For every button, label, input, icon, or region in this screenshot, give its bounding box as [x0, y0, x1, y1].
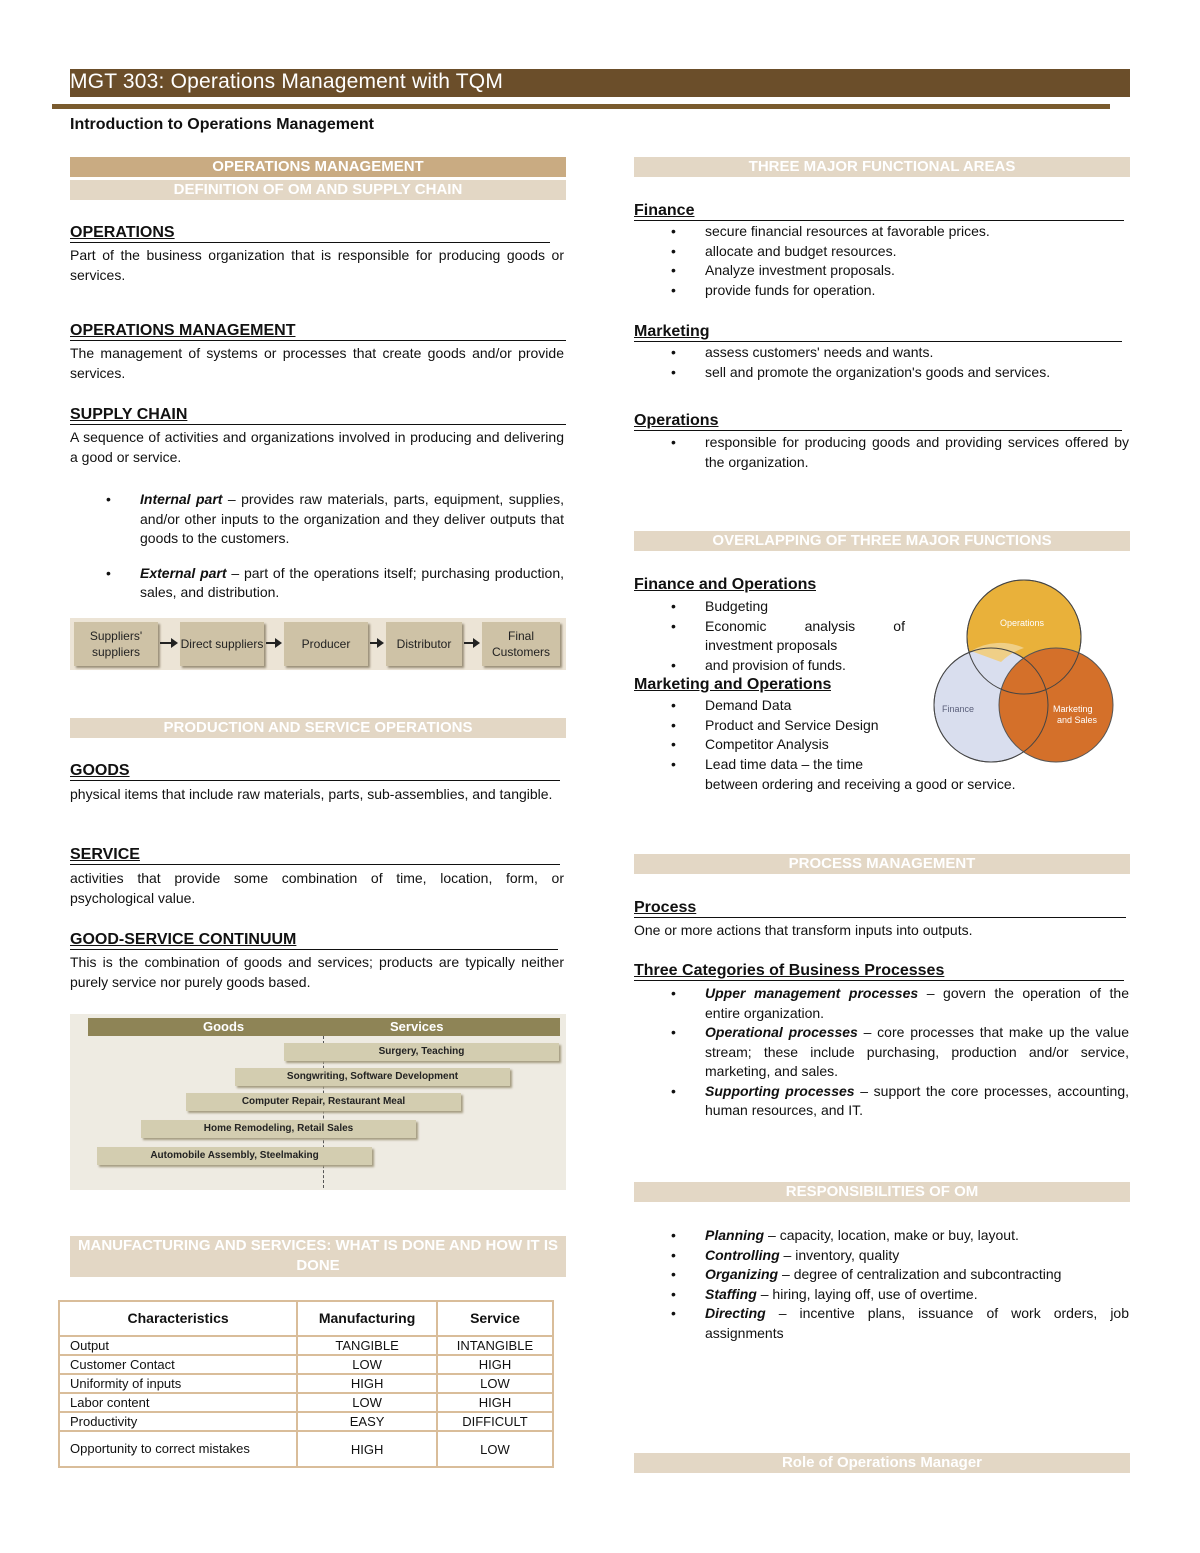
- marketing-list: [705, 343, 1129, 382]
- list-item: • External part – part of the operations itself; purchasing production, sales, and distribution.: [140, 564, 564, 603]
- operations-heading: OPERATIONS: [70, 224, 550, 243]
- om-heading: OPERATIONS MANAGEMENT: [70, 322, 566, 341]
- table-cell: LOW: [297, 1355, 437, 1374]
- band-manufacturing-services: MANUFACTURING AND SERVICES: WHAT IS DONE AND HOW IT IS DONE: [70, 1236, 566, 1277]
- responsibilities-list: [705, 1226, 1129, 1343]
- list-item: • Competitor Analysis: [705, 735, 903, 755]
- table-cell: HIGH: [437, 1393, 553, 1412]
- table-cell: Customer Contact: [59, 1355, 297, 1374]
- list-item: • Supporting processes – support the core processes, accounting, human resources, and IT.: [705, 1082, 1129, 1121]
- venn-marketing-label: Marketing and Sales: [1053, 704, 1098, 725]
- finance-list: [705, 222, 1129, 300]
- table-cell: EASY: [297, 1412, 437, 1431]
- finance-operations-list: [705, 597, 905, 675]
- table-cell: Output: [59, 1336, 297, 1355]
- continuum-bar: Songwriting, Software Development: [235, 1068, 510, 1086]
- supply-chain-definition: A sequence of activities and organizations involved in producing and delivering a good or service.: [70, 429, 564, 465]
- band-role-operations-manager: Role of Operations Manager: [634, 1453, 1130, 1473]
- continuum-header: [88, 1018, 560, 1036]
- list-item: • Internal part – provides raw materials, parts, equipment, supplies, and/or other inputs to the organization and they deliver outputs that goods to the customers.: [140, 490, 564, 549]
- list-item: • Staffing – hiring, laying off, use of overtime.: [705, 1285, 1129, 1305]
- table-row: [59, 1393, 553, 1412]
- list-item: • Planning – capacity, location, make or buy, layout.: [705, 1226, 1129, 1246]
- process-heading: Process: [634, 899, 1126, 918]
- table-header: Manufacturing: [297, 1301, 437, 1336]
- table-cell: LOW: [437, 1374, 553, 1393]
- table-cell: TANGIBLE: [297, 1336, 437, 1355]
- list-item: • Upper management processes – govern the operation of the entire organization.: [705, 984, 1129, 1023]
- table-row: [59, 1431, 553, 1467]
- manufacturing-vs-service-table: [58, 1300, 554, 1468]
- header-divider: [52, 104, 1110, 109]
- table-cell: LOW: [297, 1393, 437, 1412]
- supply-chain-diagram: [70, 618, 566, 670]
- service-definition: activities that provide some combination of time, location, form, or psychological value.: [70, 870, 564, 906]
- process-definition: One or more actions that transform inputs into outputs.: [634, 922, 973, 938]
- list-item: • Budgeting: [705, 597, 905, 617]
- marketing-heading: Marketing: [634, 323, 1122, 342]
- table-cell: Opportunity to correct mistakes: [59, 1431, 297, 1467]
- band-overlapping-functions: OVERLAPPING OF THREE MAJOR FUNCTIONS: [634, 531, 1130, 551]
- band-definition: DEFINITION OF OM AND SUPPLY CHAIN: [70, 180, 566, 200]
- table-cell: Labor content: [59, 1393, 297, 1412]
- band-responsibilities: RESPONSIBILITIES OF OM: [634, 1182, 1130, 1202]
- operations-function-heading: Operations: [634, 412, 1122, 431]
- list-item: • sell and promote the organization's goods and services.: [705, 363, 1129, 383]
- good-service-continuum-diagram: [70, 1014, 566, 1190]
- list-item: • allocate and budget resources.: [705, 242, 1129, 262]
- continuum-goods-label: Goods: [203, 1019, 245, 1034]
- list-item: • Lead time data – the time: [705, 755, 903, 775]
- table-cell: Uniformity of inputs: [59, 1374, 297, 1393]
- continuum-services-label: Services: [390, 1019, 444, 1034]
- document-title: MGT 303: Operations Management with TQM: [70, 70, 504, 93]
- table-cell: HIGH: [437, 1355, 553, 1374]
- venn-operations-label: Operations: [1000, 618, 1045, 628]
- operations-definition: Part of the business organization that is responsible for producing goods or services.: [70, 247, 564, 283]
- categories-list: [705, 984, 1129, 1121]
- continuum-bar: Automobile Assembly, Steelmaking: [97, 1147, 372, 1165]
- list-item: • responsible for producing goods and providing services offered by the organization.: [705, 433, 1129, 472]
- band-process-management: PROCESS MANAGEMENT: [634, 854, 1130, 874]
- operations-function-list: [705, 433, 1129, 472]
- list-item: • assess customers' needs and wants.: [705, 343, 1129, 363]
- marketing-operations-list: [705, 696, 903, 774]
- continuum-bar: Computer Repair, Restaurant Meal: [186, 1093, 461, 1111]
- list-item: • Operational processes – core processes that make up the value stream; these include purchasing, production and/or service, marketing, and sales.: [705, 1023, 1129, 1082]
- band-functional-areas: THREE MAJOR FUNCTIONAL AREAS: [634, 157, 1130, 177]
- venn-diagram: [928, 578, 1118, 768]
- marketing-operations-heading: Marketing and Operations: [634, 676, 832, 693]
- table-header-row: [59, 1301, 553, 1336]
- arrow-icon: [160, 642, 176, 644]
- list-item: • and provision of funds.: [705, 656, 905, 676]
- band-production-service: PRODUCTION AND SERVICE OPERATIONS: [70, 718, 566, 738]
- om-definition: The management of systems or processes that create goods and/or provide services.: [70, 345, 564, 381]
- table-row: [59, 1374, 553, 1393]
- table-row: [59, 1336, 553, 1355]
- goods-definition: physical items that include raw materials, parts, sub-assemblies, and tangible.: [70, 786, 553, 802]
- list-item: • provide funds for operation.: [705, 281, 1129, 301]
- list-item: • Controlling – inventory, quality: [705, 1246, 1129, 1266]
- list-item: • Economic analysis of investment proposals: [705, 617, 905, 656]
- list-item: • Directing – incentive plans, issuance of work orders, job assignments: [705, 1304, 1129, 1343]
- categories-heading: Three Categories of Business Processes: [634, 962, 1124, 981]
- continuum-bar: Home Remodeling, Retail Sales: [141, 1120, 416, 1138]
- arrow-icon: [370, 642, 382, 644]
- chain-box-producer: Producer: [284, 622, 368, 666]
- list-item: • Analyze investment proposals.: [705, 261, 1129, 281]
- goods-heading: GOODS: [70, 762, 560, 781]
- document-subtitle: Introduction to Operations Management: [70, 116, 375, 133]
- chain-box-final-customers: Final Customers: [482, 622, 560, 666]
- list-item: • Organizing – degree of centralization and subcontracting: [705, 1265, 1129, 1285]
- finance-heading: Finance: [634, 202, 1124, 221]
- band-operations-management: OPERATIONS MANAGEMENT: [70, 157, 566, 177]
- continuum-bar: Surgery, Teaching: [284, 1043, 559, 1061]
- finance-operations-heading: Finance and Operations: [634, 576, 817, 593]
- venn-finance-label: Finance: [942, 704, 975, 714]
- lead-time-continuation: between ordering and receiving a good or service.: [705, 776, 1016, 792]
- arrow-icon: [266, 642, 280, 644]
- chain-box-suppliers-suppliers: Suppliers' suppliers: [74, 622, 158, 666]
- table-header: Service: [437, 1301, 553, 1336]
- table-cell: HIGH: [297, 1431, 437, 1467]
- table-cell: HIGH: [297, 1374, 437, 1393]
- chain-box-direct-suppliers: Direct suppliers: [180, 622, 264, 666]
- table-cell: DIFFICULT: [437, 1412, 553, 1431]
- list-item: • Product and Service Design: [705, 716, 903, 736]
- table-row: [59, 1412, 553, 1431]
- supply-chain-parts: [140, 490, 564, 603]
- supply-chain-heading: SUPPLY CHAIN: [70, 406, 566, 425]
- table-header: Characteristics: [59, 1301, 297, 1336]
- service-heading: SERVICE: [70, 846, 560, 865]
- table-row: [59, 1355, 553, 1374]
- table-cell: LOW: [437, 1431, 553, 1467]
- list-item: • Demand Data: [705, 696, 903, 716]
- chain-box-distributor: Distributor: [386, 622, 462, 666]
- table-cell: Productivity: [59, 1412, 297, 1431]
- table-cell: INTANGIBLE: [437, 1336, 553, 1355]
- good-service-continuum-definition: This is the combination of goods and services; products are typically neither purely service nor purely goods based.: [70, 954, 564, 990]
- arrow-icon: [464, 642, 478, 644]
- list-item: • secure financial resources at favorable prices.: [705, 222, 1129, 242]
- good-service-continuum-heading: GOOD-SERVICE CONTINUUM: [70, 931, 558, 950]
